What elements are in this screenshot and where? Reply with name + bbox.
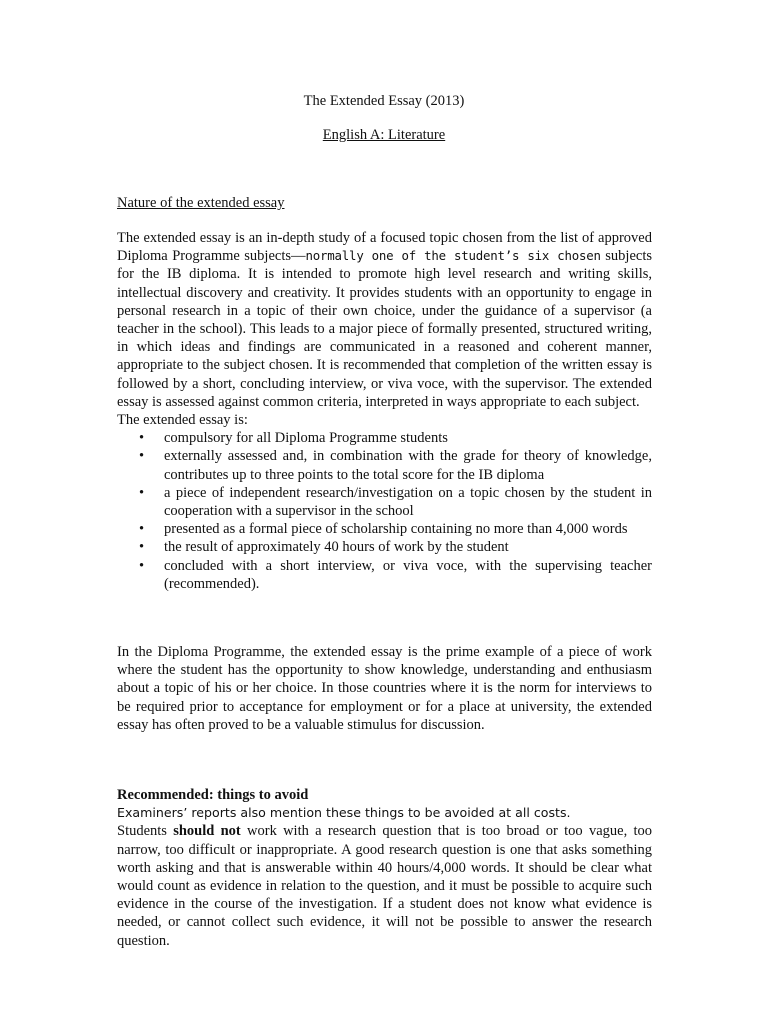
list-item: • a piece of independent research/investigation on a topic chosen by the student in cooperation with a supervisor in the school	[117, 484, 652, 520]
paragraph-intro-part1: The extended essay is an in-depth study of a focused topic chosen from the list of approved Diploma Programme subjects—	[117, 230, 652, 265]
paragraph-avoid-lead: Students	[117, 823, 174, 840]
section-heading-avoid: Recommended: things to avoid	[117, 787, 309, 803]
list-item: • presented as a formal piece of scholarship containing no more than 4,000 words	[117, 520, 652, 538]
paragraph-avoid	[117, 822, 652, 949]
examiners-note: Examiners’ reports also mention these things to be avoided at all costs.	[117, 805, 571, 821]
document-title: The Extended Essay (2013)	[303, 93, 465, 109]
section-heading-nature: Nature of the extended essay	[117, 195, 285, 211]
paragraph-intro-part2: subjects for the IB diploma. It is intended to promote high level research and writing skills, intellectual discovery and creativity. It provides students with an opportunity to engage in personal research in a topic of their own choice, under the guidance of a supervisor (a teacher in the school). This leads to a major piece of formally presented, structured writing, in which ideas and findings are communicated in a reasoned and coherent manner, appropriate to the subject chosen. It is recommended that completion of the written essay is followed by a short, concluding interview, or viva voce, with the supervisor. The extended essay is assessed against common criteria, interpreted in ways appropriate to each subject.	[117, 248, 652, 410]
list-item: • compulsory for all Diploma Programme students	[117, 429, 652, 447]
paragraph-diploma: In the Diploma Programme, the extended essay is the prime example of a piece of work where the student has the opportunity to show knowledge, understanding and enthusiasm about a topic of his or her choice. In those countries where it is the norm for interviews to be required prior to acceptance for employment or for a place at university, the extended essay has often proved to be a valuable stimulus for discussion.	[117, 644, 652, 733]
bullet-list	[117, 429, 652, 593]
paragraph-intro	[117, 229, 652, 411]
paragraph-avoid-rest: work with a research question that is too broad or too vague, too narrow, too difficult or inappropriate. A good research question is one that asks something worth asking and that is answerable within 40 hours/4,000 words. It should be clear what would count as evidence in relation to the question, and it must be possible to acquire such evidence in the course of the investigation. If a student does not know what evidence is needed, or cannot collect such evidence, it will not be possible to answer the research question.	[117, 823, 652, 949]
list-item: • the result of approximately 40 hours of work by the student	[117, 538, 652, 556]
list-item: • externally assessed and, in combination with the grade for theory of knowledge, contributes up to three points to the total score for the IB diploma	[117, 447, 652, 483]
document-subtitle: English A: Literature	[322, 127, 446, 143]
list-item: • concluded with a short interview, or viva voce, with the supervising teacher (recommended).	[117, 557, 652, 593]
paragraph-intro-mono: normally one of the student’s six chosen	[305, 248, 601, 264]
section-avoid	[117, 786, 652, 950]
paragraph-avoid-emphasis: should not	[173, 823, 241, 840]
list-intro: The extended essay is:	[117, 412, 248, 429]
section-nature-body	[117, 229, 652, 593]
